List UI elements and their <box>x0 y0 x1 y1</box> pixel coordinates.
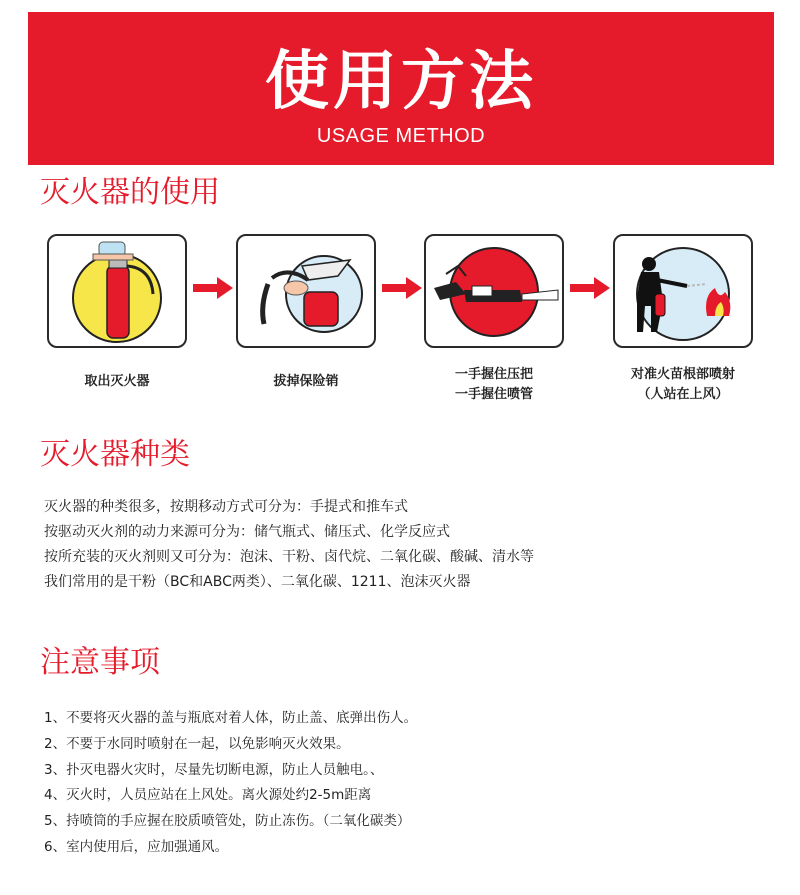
banner-subtitle: USAGE METHOD <box>316 125 486 147</box>
types-line: 按驱动灭火剂的动力来源可分为：储气瓶式、储压式、化学反应式 <box>44 524 450 540</box>
note-item: 5、持喷筒的手应握在胶质喷管处，防止冻伤。（二氧化碳类） <box>44 813 411 830</box>
step-4-line-1: 对准火苗根部喷射 <box>630 367 735 382</box>
usage-heading: 灭火器的使用 <box>40 175 220 210</box>
types-paragraphs <box>44 495 534 595</box>
grip-nozzle-icon <box>426 236 562 346</box>
types-heading: 灭火器种类 <box>40 437 190 472</box>
step-1-caption <box>27 372 207 392</box>
step-3-panel <box>424 234 564 348</box>
types-line: 灭火器的种类很多，按期移动方式可分为：手提式和推车式 <box>44 499 408 515</box>
types-line: 我们常用的是干粉（BC和ABC两类）、二氧化碳、1211、泡沫灭火器 <box>44 574 471 590</box>
note-item: 1、不要将灭火器的盖与瓶底对着人体，防止盖、底弹出伤人。 <box>44 710 418 726</box>
arrow-right-icon <box>193 277 233 299</box>
notes-list <box>44 706 417 861</box>
note-item: 3、扑灭电器火灾时，尽量先切断电源，防止人员触电。、 <box>44 761 384 778</box>
header-banner <box>28 12 774 165</box>
note-item: 6、室内使用后，应加强通风。 <box>44 838 229 855</box>
spray-fire-icon <box>615 236 751 346</box>
pull-pin-icon <box>238 236 374 346</box>
step-3-line-1: 一手握住压把 <box>454 367 533 382</box>
step-1-panel <box>47 234 187 348</box>
step-2-panel <box>236 234 376 348</box>
step-3-line-2: 一手握住喷管 <box>454 387 533 402</box>
step-4-caption <box>593 365 773 405</box>
step-1-line-1: 取出灭火器 <box>84 374 150 389</box>
step-2-line-1: 拔掉保险销 <box>273 374 339 389</box>
arrow-right-icon <box>382 277 422 299</box>
notes-heading: 注意事项 <box>40 645 160 680</box>
step-3-caption <box>404 365 584 405</box>
extinguisher-hand-icon <box>49 236 185 346</box>
note-item: 2、不要于水同时喷射在一起，以免影响灭火效果。 <box>44 735 350 752</box>
banner-title: 使用方法 <box>265 45 537 119</box>
note-item: 4、灭火时，人员应站在上风处。离火源处约2-5m距离 <box>44 787 372 804</box>
arrow-right-icon <box>570 277 610 299</box>
types-line: 按所充装的灭火剂则又可分为：泡沫、干粉、卤代烷、二氧化碳、酸碱、清水等 <box>44 549 534 565</box>
step-4-line-2: （人站在上风） <box>637 387 729 402</box>
step-4-panel <box>613 234 753 348</box>
step-2-caption <box>216 372 396 392</box>
